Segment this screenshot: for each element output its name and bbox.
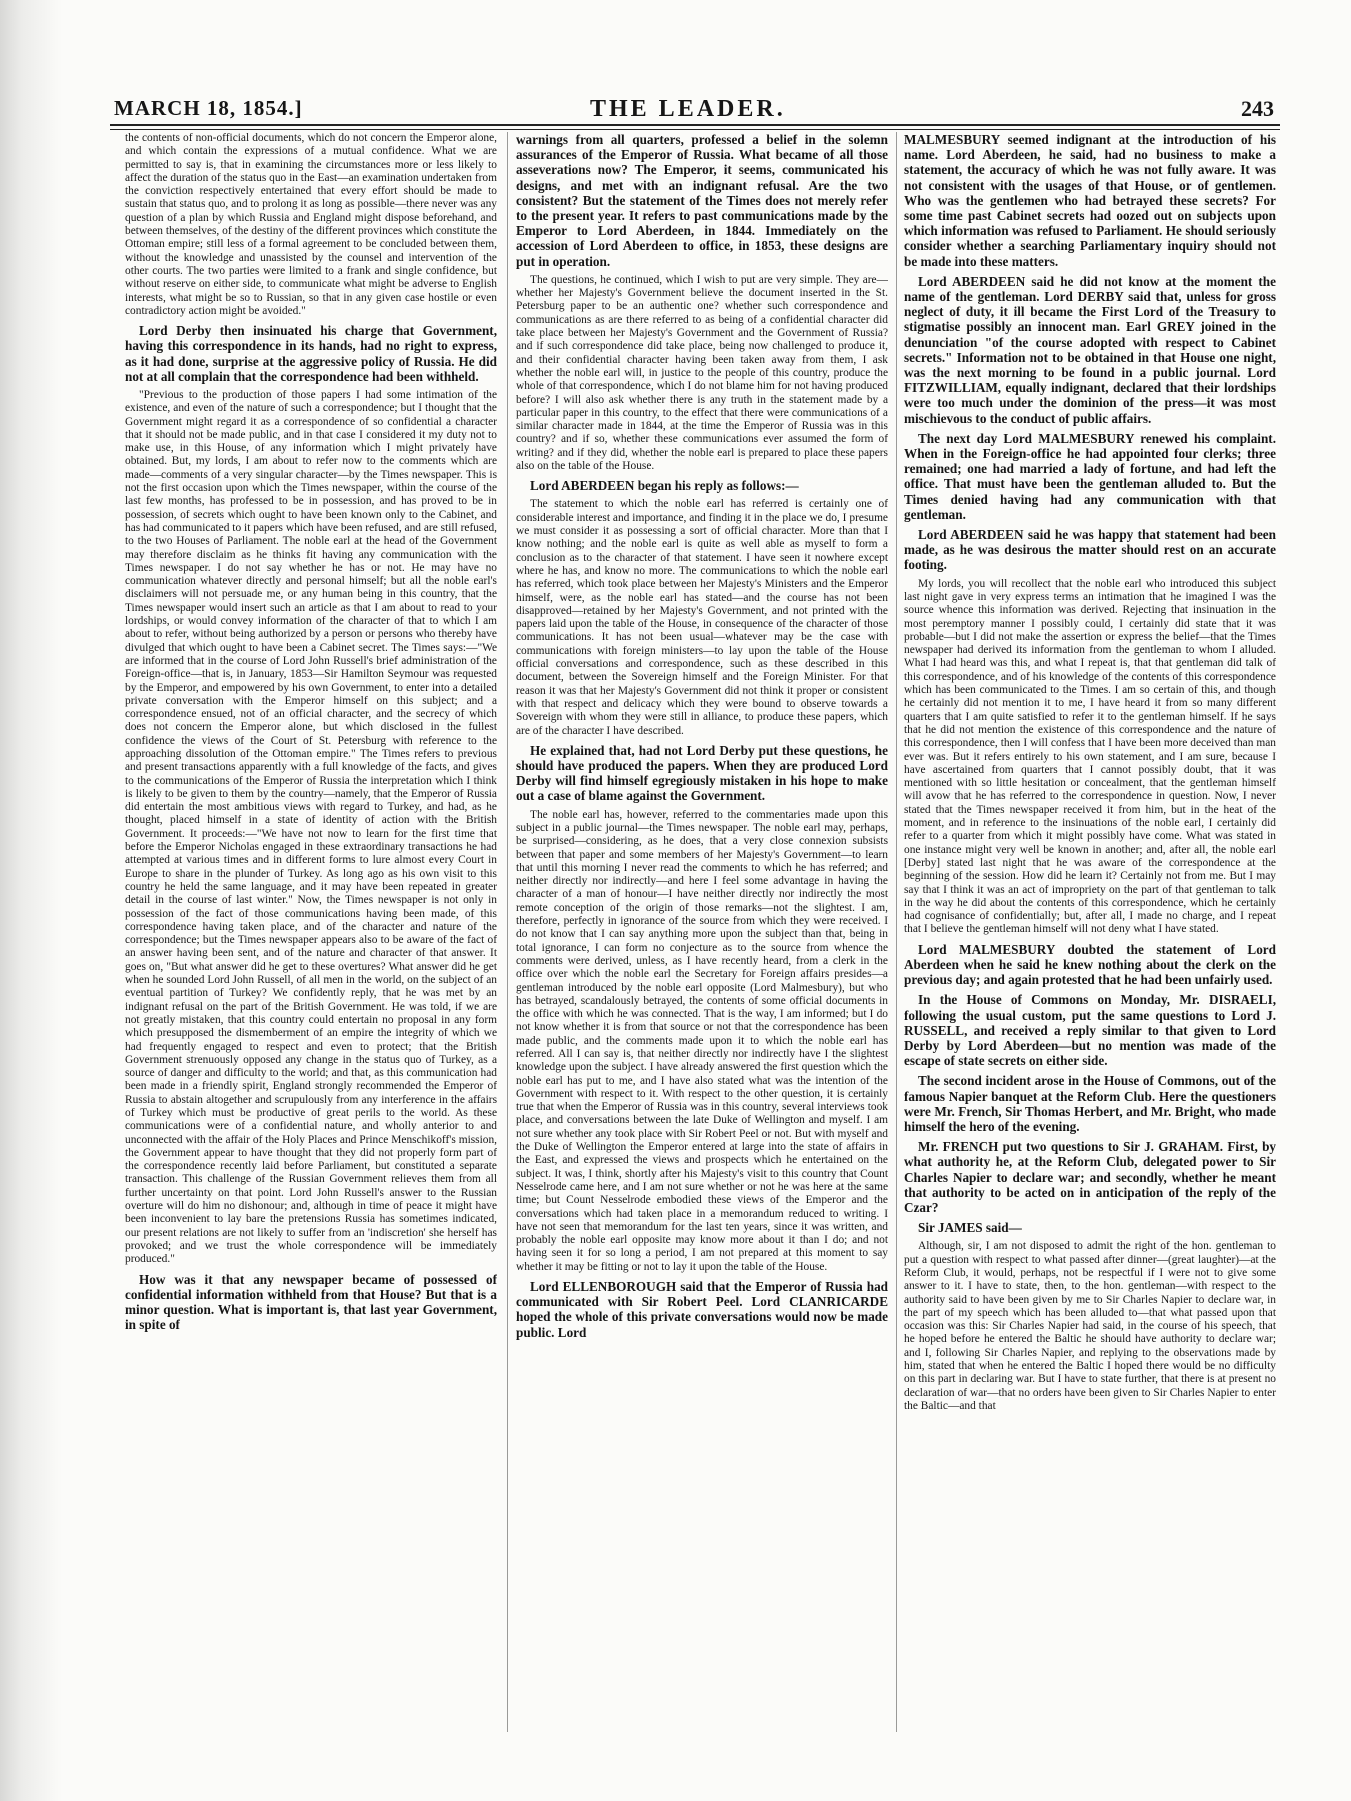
column-1	[125, 132, 497, 1732]
column-fade	[904, 1696, 1276, 1732]
summary-paragraph: MALMESBURY seemed indignant at the introduction of his name. Lord Aberdeen, he said, had no business to make a statement, the accuracy of which he was not fully aware. It was not consistent with the usages of that House, or of gentlemen. Who was the gentlemen who had betrayed these secrets? For some time past Cabinet secrets had oozed out on subjects upon which information was refused to Parliament. He should seriously consider whether a searching Parliamentary inquiry should not be made into these matters.	[904, 132, 1276, 269]
paragraph: My lords, you will recollect that the noble earl who introduced this subject last night gave in very express terms an intimation that he imagined I was the source whence this information was derived. Rejecting that insinuation in the most peremptory manner I possibly could, I certainly did state that it was probable—but I did not make the assertion or express the belief—that the Times newspaper had derived its information from the gentleman to whom I alluded. What I had heard was this, and what I repeat is, that that gentleman did talk of this correspondence, and of his knowledge of the contents of this correspondence which has been communicated to the Times. I am so certain of this, and though he certainly did not mention it to me, I have heard it from so many different quarters that I am quite satisfied to refer it to the gentleman himself. If he says that he did not mention the existence of this correspondence and the nature of this correspondence, then I will confess that I have been more deceived than man ever was. But it refers entirely to his own statement, and I am sure, because I have ascertained from quarters that I cannot possibly doubt, that it was mentioned with so little hesitation or concealment, that the gentleman himself will avow that he has referred to the correspondence in question. Now, I never stated that the Times newspaper received it from him, but in the heat of the moment, and in reference to the insinuations of the noble earl, I certainly did refer to a quarter from which it might possibly have come. What was stated in one instance might very well be known in another; and, after all, the noble earl [Derby] stated last night that he was aware of the correspondence at the beginning of the session. How did he learn it? Certainly not from me. But I may say that I think it was an act of impropriety on the part of that gentleman to talk in the way he did about the contents of this correspondence, which he certainly had cognisance of confidentially; but, after all, I made no charge, and I repeat that I believe the gentleman himself will not deny what I have stated.	[904, 577, 1276, 936]
summary-paragraph: The next day Lord MALMESBURY renewed his complaint. When in the Foreign-office he had appointed four clerks; three remained; one had married a lady of fortune, and had left the office. That must have been the gentleman alluded to. But the Times denied having had any communication with that gentleman.	[904, 430, 1276, 522]
paragraph: The noble earl has, however, referred to the commentaries made upon this subject in a public journal—the Times newspaper. The noble earl may, perhaps, be surprised—considering, as he does, that a very close connexion subsists between that paper and some members of her Majesty's Government—to learn that until this morning I never read the comments to which he has referred; and neither directly nor indirectly—and here I feel some advantage in having the character of a man of honour—I have neither directly nor indirectly the most remote conception of the origin of those remarks—not the slightest. I am, therefore, perfectly in ignorance of the source from which they were received. I do not know that I can say anything more upon the subject than that, being in total ignorance, I can form no conjecture as to the source from whence the comments were derived, unless, as I have recently heard, from a clerk in the office over which the noble earl the Secretary for Foreign affairs presides—a gentleman introduced by the noble earl opposite (Lord Malmesbury), but who has betrayed, scandalously betrayed, the contents of some official documents in the office with which he was connected. That is the way, I am informed; but I do not know whether it is from that source or not that the correspondence has been made public, and the comments made upon it to which the noble earl has referred. All I can say is, that neither directly nor indirectly have I the slightest knowledge upon the subject. I have already answered the first question which the noble earl has put to me, and I have also stated what was the intention of the Government with respect to it. With respect to the other question, it is certainly true that when the Emperor of Russia was in this country, several interviews took place, and conversations between the late Duke of Wellington and myself. I am not sure whether any took place with Sir Robert Peel or not. But with myself and the Duke of Wellington the Emperor entered at large into the state of affairs in the East, and expressed the views and prospects which he entertained on the subject. It was, I think, shortly after his Majesty's visit to this country that Count Nesselrode came here, and I am not sure whether or not he was here at the same time; but Count Nesselrode embodied these views of the Emperor and the conversations which had taken place in a memorandum reduced to writing. I have not seen that memorandum for the last ten years, since it was written, and probably the noble earl opposite may know more about it than I do; and not having seen it for so long a period, I am not prepared at this moment to say whether it may be fitting or not to lay it upon the table of the House.	[516, 808, 888, 1273]
paragraph: the contents of non-official documents, which do not concern the Emperor alone, and which contain the expressions of a mutual confidence. What we are permitted to say is, that in examining the circumstances more or less likely to affect the duration of the status quo in the East—an examination undertaken from the conviction respectively entertained that every effort should be made to sustain that status quo, and to prolong it as long as possible—there never was any question of a plan by which Russia and England might dispose beforehand, and between themselves, of the destiny of the different provinces which constitute the Ottoman empire; still less of a formal agreement to be concluded between them, without the knowledge and unassisted by the counsel and intervention of the other courts. The two parties were limited to a frank and single confidence, but without reserve on either side, to communicate what might be adverse to English interests, what might be so to Russian, so that in any given case hostile or even contradictory action might be avoided."	[125, 132, 497, 317]
column-fade	[516, 1696, 888, 1732]
summary-paragraph: Lord MALMESBURY doubted the statement of Lord Aberdeen when he said he knew nothing about the clerk on the previous day; and again protested that he had been unfairly used.	[904, 941, 1276, 988]
masthead-rule	[110, 124, 1280, 130]
summary-paragraph: He explained that, had not Lord Derby put these questions, he should have produced the papers. When they are produced Lord Derby will find himself egregiously mistaken in his hope to make out a case of blame against the Government.	[516, 742, 888, 804]
paragraph: "Previous to the production of those papers I had some intimation of the existence, and even of the nature of such a correspondence; but I thought that the Government might regard it as a correspondence of so confidential a character that it should not be made public, and in that case I considered it my duty not to make use, in this House, of any information which I might privately have obtained. But, my lords, I am about to refer now to the comments which are made—comments of a very singular character—by the Times newspaper. This is not the first occasion upon which the Times newspaper, within the course of the last few months, has professed to be in possession, and has proved to be in possession, of secrets which ought to have been known only to the Cabinet, and has had communicated to it papers which have been refused, and are still refused, to the two Houses of Parliament. The noble earl at the head of the Government may therefore disclaim as he thinks fit having any communication with the Times newspaper. I do not say whether he has or not. He may have no communication whatever directly and personal himself; but all the noble earl's disclaimers will not persuade me, or any human being in this country, that the Times newspaper would insert such an article as that I am about to read to your lordships, or would convey information of the character of that to which I am about to refer, without being authorized by a person or persons who thereby have divulged that which ought to have been a Cabinet secret. The Times says:—"We are informed that in the course of Lord John Russell's brief administration of the Foreign-office—that is, in January, 1853—Sir Hamilton Seymour was requested by the Emperor, and empowered by his own Government, to enter into a detailed private conversation with the Emperor himself on this subject; and a correspondence ensued, not of an official character, and the secrecy of which does not concern the Emperor alone, but which disclosed in the fullest confidence the views of the Court of St. Petersburg with reference to the approaching dissolution of the Ottoman empire." The Times refers to previous and present transactions apparently with a full knowledge of the facts, and gives to the communications of the Emperor of Russia the interpretation which I think is likely to be given to them by the country—namely, that the Emperor of Russia did entertain the most ambitious views with regard to Turkey, and had, as he thought, placed himself in a state of identity of action with the British Government. It proceeds:—"We have not now to learn for the first time that before the Emperor Nicholas engaged in these extraordinary transactions he had attempted at various times and in different forms to lure almost every Court in Europe to share in the plunder of Turkey. As long ago as his own visit to this country he held the same language, and it may have been repeated in greater detail in the course of last winter." Now, the Times newspaper is not only in possession of the fact of those communications having been made, of this correspondence having taken place, and of the character and nature of the correspondence; but the Times newspaper appears also to be aware of the fact of an answer having been sent, and of the nature and character of that answer. It goes on, "But what answer did he get to these overtures? What answer did he get when he sounded Lord John Russell, of all men in the world, on the subject of an eventual partition of Turkey? We confidently reply, that he was met by an indignant refusal on the part of the British Government. He was told, if we are not greatly mistaken, that this country could entertain no proposal in any form which presupposed the dismemberment of an empire the integrity of which we had frequently engaged to respect and even to protect; that the British Government strenuously opposed any change in the status quo of Turkey, as a source of danger and difficulty to the world; and that, as this communication had been made in a friendly spirit, England strongly recommended the Emperor of Russia to abstain altogether and scrupulously from any interference in the affairs of Turkey which must be productive of great perils to the world. As these communications were of a confidential nature, and wholly anterior to and unconnected with the affair of the Holy Places and Prince Menschikoff's mission, the Government appear to have thought that they did not properly form part of the correspondence recently laid before Parliament, but constituted a separate transaction. This challenge of the Russian Government relieves them from all further uncertainty on that point. Lord John Russell's answer to the Russian overture will do him no dishonour; and, although in time of peace it might have been inconvenient to lay bare the pretensions Russia has sometimes indicated, our present relations are not likely to suffer from an 'indiscretion' she herself has provoked; and we trust the whole correspondence will be immediately produced."	[125, 388, 497, 1266]
summary-paragraph: Lord ABERDEEN said he was happy that statement had been made, as he was desirous the matter should rest on an accurate footing.	[904, 527, 1276, 573]
summary-paragraph: Lord ELLENBOROUGH said that the Emperor of Russia had communicated with Sir Robert Peel. Lord CLANRICARDE hoped the whole of this private conversations would now be made public. Lord	[516, 1279, 888, 1340]
column-2	[516, 132, 888, 1732]
paragraph: The statement to which the noble earl has referred is certainly one of considerable interest and importance, and finding it in the place we do, I presume we must consider it as possessing a sort of official character. More than that I know nothing; and the noble earl is quite as well able as myself to form a conclusion as to the character of that statement. I have seen it nowhere except where he has, and know no more. The communications to which the noble earl has referred, which took place between her Majesty's Ministers and the Emperor himself, were, as the noble earl has stated—and the course has not been disapproved—retained by her Majesty's Government, and not printed with the papers laid upon the table of the House, in consequence of the character of those communications. It has not been usual—whatever may be the case with communications with foreign ministers—to lay upon the table of the House official conversations and correspondence, such as these described in this document, between the Sovereign himself and the Foreign Minister. For that reason it was that her Majesty's Government did not think it proper or consistent with that respect and delicacy which they were bound to observe towards a Sovereign with whom they were still in alliance, to produce these papers, which are of the character I have described.	[516, 498, 888, 737]
issue-date: MARCH 18, 1854.]	[114, 96, 303, 120]
column-fade	[125, 1696, 497, 1732]
page-number: 243	[1241, 96, 1274, 121]
summary-paragraph: Mr. FRENCH put two questions to Sir J. GRAHAM. First, by what authority he, at the Reform Club, delegated power to Sir Charles Napier to declare war; and secondly, whether he meant that authority to be acted on in anticipation of the reply of the Czar?	[904, 1139, 1276, 1215]
summary-paragraph: warnings from all quarters, professed a belief in the solemn assurances of the Emperor of Russia. What became of all those asseverations now? The Emperor, it seems, communicated his designs, and met with an indignant refusal. Are the two consistent? But the statement of the Times does not merely refer to the present year. It refers to past communications made by the Emperor to Lord Aberdeen, in 1844. Immediately on the accession of Lord Aberdeen to office, in 1853, these designs are put in operation.	[516, 132, 888, 269]
speaker-intro: Lord ABERDEEN began his reply as follows:—	[530, 478, 799, 494]
column-divider	[507, 132, 508, 1732]
binding-shadow	[0, 0, 62, 1801]
column-3	[904, 132, 1276, 1732]
speaker-intro: Sir JAMES said—	[918, 1220, 1022, 1236]
summary-paragraph: How was it that any newspaper became of possessed of confidential information withheld from that House? But that is a minor question. What is important is, that last year Government, in spite of	[125, 1271, 497, 1333]
paragraph: Although, sir, I am not disposed to admit the right of the hon. gentleman to put a question with respect to what passed after dinner—(great laughter)—at the Reform Club, it would, perhaps, not be respectful if I were not to give some answer to it. I have to state, then, to the hon. gentleman—with respect to the authority said to have been given by me to Sir Charles Napier to declare war, in the part of my speech which has been alluded to—that what passed upon that occasion was this: Sir Charles Napier had said, in the course of his speech, that he hoped before he entered the Baltic he should have authority to declare war; and I, following Sir Charles Napier, and replying to the observations made by him, stated that when he entered the Baltic I hoped there would be no difficulty on this part in declaring war. But I have to state further, that there is at present no declaration of war—that no orders have been given to Sir Charles Napier to enter the Baltic—and that	[904, 1240, 1276, 1412]
column-divider	[896, 132, 897, 1732]
summary-paragraph: The second incident arose in the House of Commons, out of the famous Napier banquet at the Reform Club. Here the questioners were Mr. French, Sir Thomas Herbert, and Mr. Bright, who made himself the hero of the evening.	[904, 1073, 1276, 1134]
summary-paragraph: In the House of Commons on Monday, Mr. DISRAELI, following the usual custom, put the same questions to Lord J. RUSSELL, and received a reply similar to that given to Lord Derby by Lord Aberdeen—but no mention was made of the escape of state secrets on either side.	[904, 992, 1276, 1069]
summary-paragraph: Lord Derby then insinuated his charge that Government, having this correspondence in its hands, had no right to express, as it had done, surprise at the aggressive policy of Russia. He did not at all complain that the correspondence had been withheld.	[125, 323, 497, 384]
newspaper-title: THE LEADER.	[590, 96, 786, 122]
paragraph: The questions, he continued, which I wish to put are very simple. They are—whether her Majesty's Government believe the document inserted in the St. Petersburg paper to be an authentic one? whether such correspondence and communications as are there referred to as being of a confidential character did take place between her Majesty's Government and the Government of Russia? and if such correspondence did take place, being now challenged to produce it, and their confidential character having been taken away from them, I ask whether the noble earl will, in justice to the people of this country, produce the whole of that correspondence, which I do not blame him for not having produced before? I will also ask whether there is any truth in the statement made by a particular paper in this country, to the effect that there were communications of a similar character made in 1844, at the time the Emperor of Russia was in this country? and if so, whether these communications ever assumed the form of writing? and if they did, whether the noble earl is prepared to place these papers also on the table of the House.	[516, 273, 888, 472]
summary-paragraph: Lord ABERDEEN said he did not know at the moment the name of the gentleman. Lord DERBY said that, unless for gross neglect of duty, it ill became the First Lord of the Treasury to stigmatise possibly an innocent man. Earl GREY joined in the denunciation "of the course adopted with respect to Cabinet secrets." Information not to be obtained in that House one night, was the next morning to be found in a public journal. Lord FITZWILLIAM, equally indignant, declared that their lordships were too much under the dominion of the press—it was most mischievous to the conduct of public affairs.	[904, 273, 1276, 426]
